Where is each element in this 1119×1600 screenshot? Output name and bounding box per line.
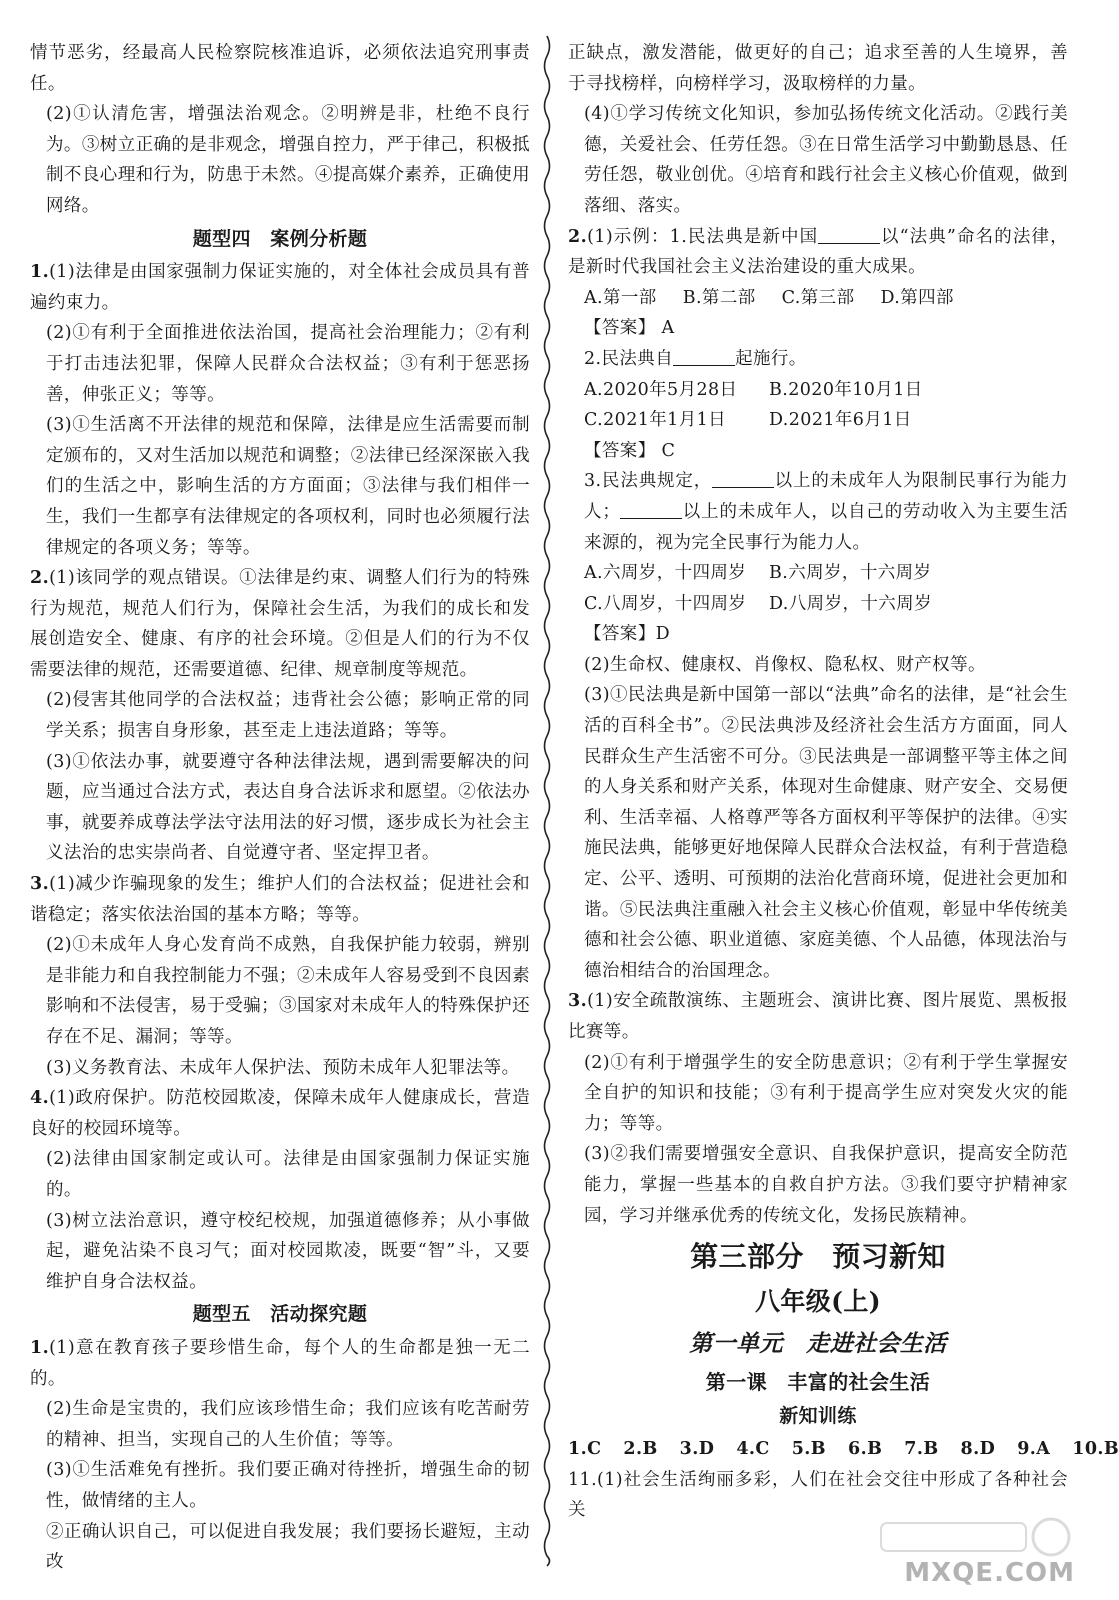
answer-text: (3)①依法办事，就要遵守各种法律法规，遇到需要解决的问题，应当通过合法方式，表达自身合法诉求和愿望。②依法办事，就要养成尊法学法守法用法的好习惯，逐步成长为社会主义法治的忠实崇尚者、自觉遵守者、坚定捍卫者。 [46,751,530,864]
answer-text: (3)①生活离不开法律的规范和保障，法律是应生活需要而制定颁布的，又对生活加以规范和调整；②法律已经深深嵌入我们的生活之中，影响生活的方方面面；③法律与我们相伴一生，我们一生都享有法律规定的各项权利，同时也必须履行法律规定的各项义务；等等。 [46,415,530,558]
option: B.六周岁，十六周岁 [769,563,932,584]
blank-line [620,500,682,519]
question-number: 2. [568,226,588,247]
answer-text: (2)法律由国家制定或认可。法律是由国家强制力保证实施的。 [46,1149,530,1200]
question-text [568,344,1068,375]
answer-text: (3)①民法典是新中国第一部以“法典”命名的法律，是“社会生活的百科全书”。②民法典涉及经济社会生活方方面面，同人民群众生产生活密不可分。③民法典是一部调整平等主体之间的人身关系和财产关系，体现对生命健康、财产安全、交易便利、生活幸福、人格尊严等各方面权利平等保护的法律。④实施民法典，能够更好地保障人民群众合法权益，有利于营造稳定、公平、透明、可预期的法治化营商环境，促进社会更加和谐。⑤民法典注重融入社会主义核心价值观，彰显中华传统美德和社会公德、职业道德、家庭美德、个人品德，体现法治与德治相结合的治国理念。 [584,685,1068,981]
blank-line [818,225,880,244]
answer-text: (3)②我们需要增强安全意识、自我保护意识，提高安全防范能力，掌握一些基本的自救自护方法。③我们要守护精神家园，学习并继承优秀的传统文化，发扬民族精神。 [584,1144,1068,1226]
option: D.第四部 [880,287,954,308]
answer-text: (2)生命权、健康权、肖像权、隐私权、财产权等。 [584,654,986,675]
question-item [568,986,1068,1047]
question-text: (1)示例：1.民法典是新中国 [587,226,819,247]
question-text: 起施行。 [735,348,807,369]
option: B.第二部 [682,287,756,308]
answer-item: 8.D [960,1439,996,1460]
option-list [568,558,1068,619]
left-column [30,38,530,1578]
answer-item: 6.B [848,1439,883,1460]
question-number: 1. [30,262,50,283]
watermark-text: MXQE.COM [904,1558,1075,1588]
answer-text: (4)①学习传统文化知识，参加弘扬传统文化活动。②践行美德，关爱社会、任劳任怨。③在日常生活学习中勤勤恳恳、任劳任怨，敬业创优。④培育和践行社会主义核心价值观，做到落细、落实。 [584,104,1068,216]
question-text: 3.民法典规定， [584,471,713,492]
blank-line [673,347,735,366]
blank-line [712,469,774,488]
option: D.2021年6月1日 [769,410,912,431]
lesson-title: 第一课 丰富的社会生活 [705,1370,931,1395]
column-divider [540,36,554,1566]
answer-text: (1)减少诈骗现象的发生；维护人们的合法权益；促进社会和谐稳定；落实依法治国的基本方略；等等。 [30,874,530,925]
answer-text: (3)①生活难免有挫折。我们要正确对待挫折，增强生命的韧性，做情绪的主人。 [46,1460,530,1511]
answer-text: (2)①有利于全面推进依法治国，提高社会治理能力；②有利于打击违法犯罪，保障人民群众合法权益；③有利于惩恶扬善，伸张正义；等等。 [46,323,530,405]
question-number: 4. [30,1088,50,1109]
answer-item: 9.A [1017,1439,1051,1460]
answer-text: (2)侵害其他同学的合法权益；违背社会公德；影响正常的同学关系；损害自身形象，甚至走上违法道路；等等。 [46,690,530,742]
question-text: 以上的未成年人，以自己的劳动收入为主要生活来源的，视为完全民事行为能力人。 [584,501,1068,553]
answer-text: (1)该同学的观点错误。①法律是约束、调整人们行为的特殊行为规范，规范人们行为，保障社会生活，为我们的成长和发展创造安全、健康、有序的社会环境。②但是人们的行为不仅需要法律的规范，还需要道德、纪律、规章制度等规范。 [30,568,530,680]
answer-key: 【答案】 A [584,318,675,339]
unit-title: 第一单元 走进社会生活 [689,1330,947,1358]
question-text [568,466,1068,558]
section-heading: 题型四 案例分析题 [192,227,368,250]
question-number: 1. [30,1337,50,1358]
option: A.第一部 [584,287,657,308]
answer-key: 【答案】 C [584,440,676,461]
option-list [568,375,1068,436]
answer-text: (3)树立法治意识，遵守校纪校规，加强道德修养；从小事做起，避免沾染不良习气；面对校园欺凌，既要“智”斗，又要维护自身合法权益。 [46,1210,530,1292]
text-paragraph: (2)①认清危害，增强法治观念。②明辨是非，杜绝不良行为。③树立正确的是非观念，增强自控力，严于律己，积极抵制不良心理和行为，防患于未然。④提高媒介素养，正确使用网络。 [46,104,530,216]
question-item [30,563,530,685]
option: A.2020年5月28日 [584,379,738,400]
answer-text: (2)生命是宝贵的，我们应该珍惜生命；我们应该有吃苦耐劳的精神、担当，实现自己的人生价值；等等。 [46,1399,530,1450]
question-text: 2.民法典自 [584,348,674,369]
answer-text: (2)①未成年人身心发育尚不成熟，自我保护能力较弱，辨别是非能力和自我控制能力不强；②未成年人容易受到不良因素影响和不法侵害，易于受骗；③国家对未成年人的特殊保护还存在不足、漏洞；等等。 [46,935,530,1047]
text-paragraph: 正缺点，激发潜能，做更好的自己；追求至善的人生境界，善于寻找榜样，向榜样学习，汲取榜样的力量。 [568,43,1068,94]
answer-text: (1)安全疏散演练、主题班会、演讲比赛、图片展览、黑板报比赛等。 [568,991,1068,1042]
question-item [568,222,1068,283]
answer-text: 11.(1)社会生活绚丽多彩，人们在社会交往中形成了各种社会关 [568,1469,1068,1521]
option: D.八周岁，十六周岁 [769,593,932,614]
option: C.2021年1月1日 [584,410,727,431]
answer-text: (1)政府保护。防范校园欺凌，保障未成年人健康成长，营造良好的校园环境等。 [30,1088,530,1139]
option: B.2020年10月1日 [769,379,923,400]
question-item [30,869,530,930]
question-number: 2. [30,568,50,589]
option: A.六周岁，十四周岁 [584,563,747,584]
question-number: 3. [30,874,50,895]
training-title: 新知训练 [779,1405,857,1428]
option: C.第三部 [781,287,855,308]
answer-text: ②正确认识自己，可以促进自我发展；我们要扬长避短，主动改 [46,1521,530,1573]
answer-text: (1)意在教育孩子要珍惜生命，每个人的生命都是独一无二的。 [30,1337,530,1389]
question-text: 以上的未成年人为限制民事行为能力人； [584,471,1068,522]
answer-item: 3.D [679,1439,715,1460]
answer-item: 10.B [1072,1439,1119,1460]
grade-title: 八年级(上) [754,1287,882,1317]
option: C.八周岁，十四周岁 [584,593,747,614]
answer-text: (3)义务教育法、未成年人保护法、预防未成年人犯罪法等。 [46,1057,520,1078]
text-paragraph: 情节恶劣，经最高人民检察院核准追诉，必须依法追究刑事责任。 [30,43,530,94]
question-text: 以“法典”命名的法律，是新时代我国社会主义法治建设的重大成果。 [568,226,1068,278]
answer-text: (1)法律是由国家强制力保证实施的，对全体社会成员具有普遍约束力。 [30,262,530,313]
answer-item: 1.C [568,1439,602,1460]
question-item [30,257,530,318]
question-item [30,1083,530,1144]
answer-text: (2)①有利于增强学生的安全防患意识；②有利于学生掌握安全自护的知识和技能；③有利于提高学生应对突发火灾的能力；等等。 [584,1052,1068,1134]
question-number: 3. [568,991,588,1012]
answer-item: 5.B [791,1439,826,1460]
right-column [568,38,1119,1526]
section-heading: 题型五 活动探究题 [192,1303,368,1326]
answer-row [568,1434,1119,1465]
answer-item: 4.C [736,1439,770,1460]
question-item [30,1333,530,1394]
part-title: 第三部分 预习新知 [690,1240,946,1274]
answer-item: 2.B [623,1439,658,1460]
answer-key: 【答案】D [584,624,671,645]
option-list [568,283,1068,314]
answer-item: 7.B [904,1439,939,1460]
